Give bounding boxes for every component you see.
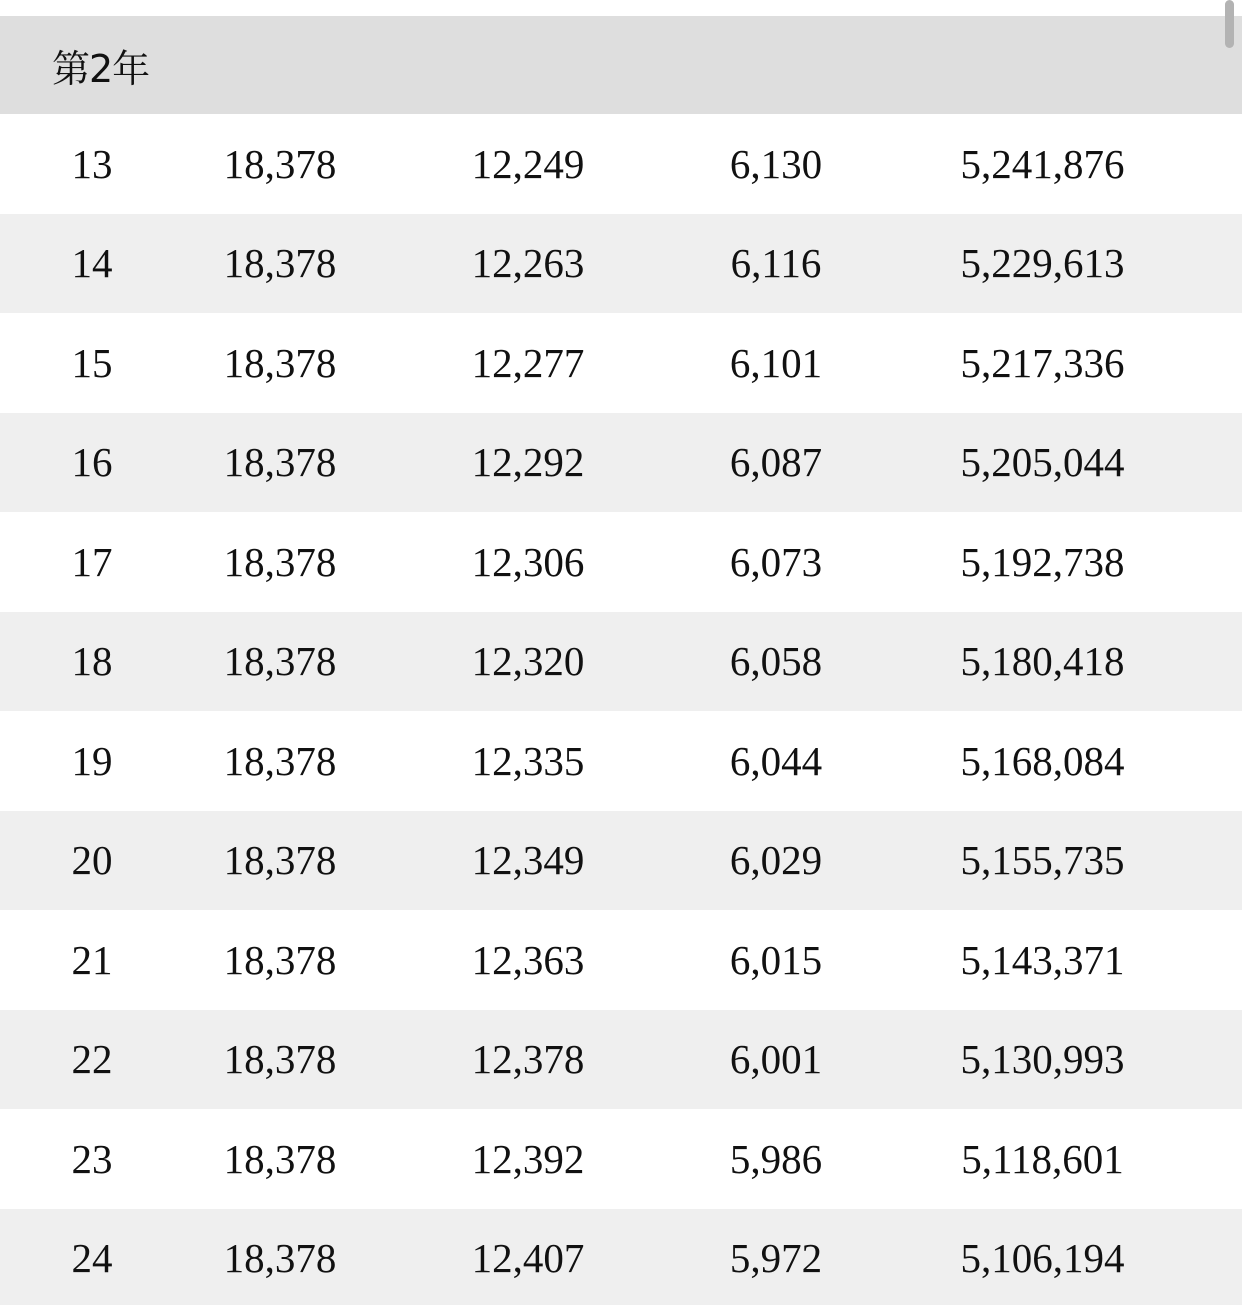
balance-cell: 5,143,371 <box>960 936 1125 983</box>
payment-cell: 18,378 <box>223 339 337 386</box>
balance-cell: 5,168,084 <box>960 737 1125 784</box>
balance-cell: 5,130,993 <box>960 1036 1125 1083</box>
table-row <box>0 214 1242 314</box>
table-row <box>0 910 1242 1010</box>
period-cell: 14 <box>71 240 113 287</box>
payment-cell: 18,378 <box>223 837 337 884</box>
principal-cell: 12,349 <box>471 837 585 884</box>
balance-cell: 5,217,336 <box>960 339 1125 386</box>
principal-cell: 12,407 <box>471 1235 585 1282</box>
interest-cell: 6,044 <box>729 737 823 784</box>
period-cell: 17 <box>71 538 113 585</box>
interest-cell: 6,015 <box>729 936 823 983</box>
principal-cell: 12,392 <box>471 1135 585 1182</box>
year-section-header <box>0 16 1242 114</box>
principal-cell: 12,306 <box>471 538 585 585</box>
vertical-scrollbar[interactable] <box>1225 0 1234 48</box>
period-cell: 23 <box>71 1135 113 1182</box>
interest-cell: 5,986 <box>729 1135 823 1182</box>
principal-cell: 12,378 <box>471 1036 585 1083</box>
table-row <box>0 1209 1242 1305</box>
payment-cell: 18,378 <box>223 1036 337 1083</box>
period-cell: 15 <box>71 339 113 386</box>
period-cell: 24 <box>71 1235 113 1282</box>
payment-table[interactable] <box>0 114 1242 1305</box>
period-cell: 20 <box>71 837 113 884</box>
balance-cell: 5,118,601 <box>961 1135 1124 1182</box>
interest-cell: 6,101 <box>729 339 823 386</box>
period-cell: 18 <box>71 638 113 685</box>
table-row <box>0 711 1242 811</box>
interest-cell: 6,130 <box>729 140 823 187</box>
payment-cell: 18,378 <box>223 638 337 685</box>
table-row <box>0 1109 1242 1209</box>
balance-cell: 5,241,876 <box>960 140 1125 187</box>
principal-cell: 12,249 <box>471 140 585 187</box>
top-spacer <box>0 0 1242 16</box>
payment-cell: 18,378 <box>223 1135 337 1182</box>
table-row <box>0 114 1242 214</box>
principal-cell: 12,335 <box>471 737 585 784</box>
table-row <box>0 612 1242 712</box>
balance-cell: 5,205,044 <box>960 439 1125 486</box>
principal-cell: 12,277 <box>471 339 585 386</box>
table-row <box>0 413 1242 513</box>
interest-cell: 6,073 <box>729 538 823 585</box>
table-row <box>0 313 1242 413</box>
balance-cell: 5,106,194 <box>960 1235 1125 1282</box>
principal-cell: 12,292 <box>471 439 585 486</box>
balance-cell: 5,229,613 <box>960 240 1125 287</box>
period-cell: 16 <box>71 439 113 486</box>
payment-cell: 18,378 <box>223 737 337 784</box>
interest-cell: 6,058 <box>729 638 823 685</box>
payment-cell: 18,378 <box>223 240 337 287</box>
table-row <box>0 512 1242 612</box>
balance-cell: 5,155,735 <box>960 837 1125 884</box>
balance-cell: 5,192,738 <box>960 538 1125 585</box>
payment-cell: 18,378 <box>223 936 337 983</box>
interest-cell: 5,972 <box>729 1235 823 1282</box>
period-cell: 19 <box>71 737 113 784</box>
balance-cell: 5,180,418 <box>960 638 1125 685</box>
table-row <box>0 1010 1242 1110</box>
year-section-title: 第2年 <box>52 46 150 91</box>
interest-cell: 6,001 <box>729 1036 823 1083</box>
payment-cell: 18,378 <box>223 1235 337 1282</box>
period-cell: 13 <box>71 140 113 187</box>
interest-cell: 6,116 <box>730 240 822 287</box>
table-row <box>0 811 1242 911</box>
interest-cell: 6,029 <box>729 837 823 884</box>
principal-cell: 12,263 <box>471 240 585 287</box>
period-cell: 22 <box>71 1036 113 1083</box>
interest-cell: 6,087 <box>729 439 823 486</box>
payment-cell: 18,378 <box>223 140 337 187</box>
payment-cell: 18,378 <box>223 538 337 585</box>
principal-cell: 12,320 <box>471 638 585 685</box>
period-cell: 21 <box>71 936 113 983</box>
principal-cell: 12,363 <box>471 936 585 983</box>
payment-cell: 18,378 <box>223 439 337 486</box>
